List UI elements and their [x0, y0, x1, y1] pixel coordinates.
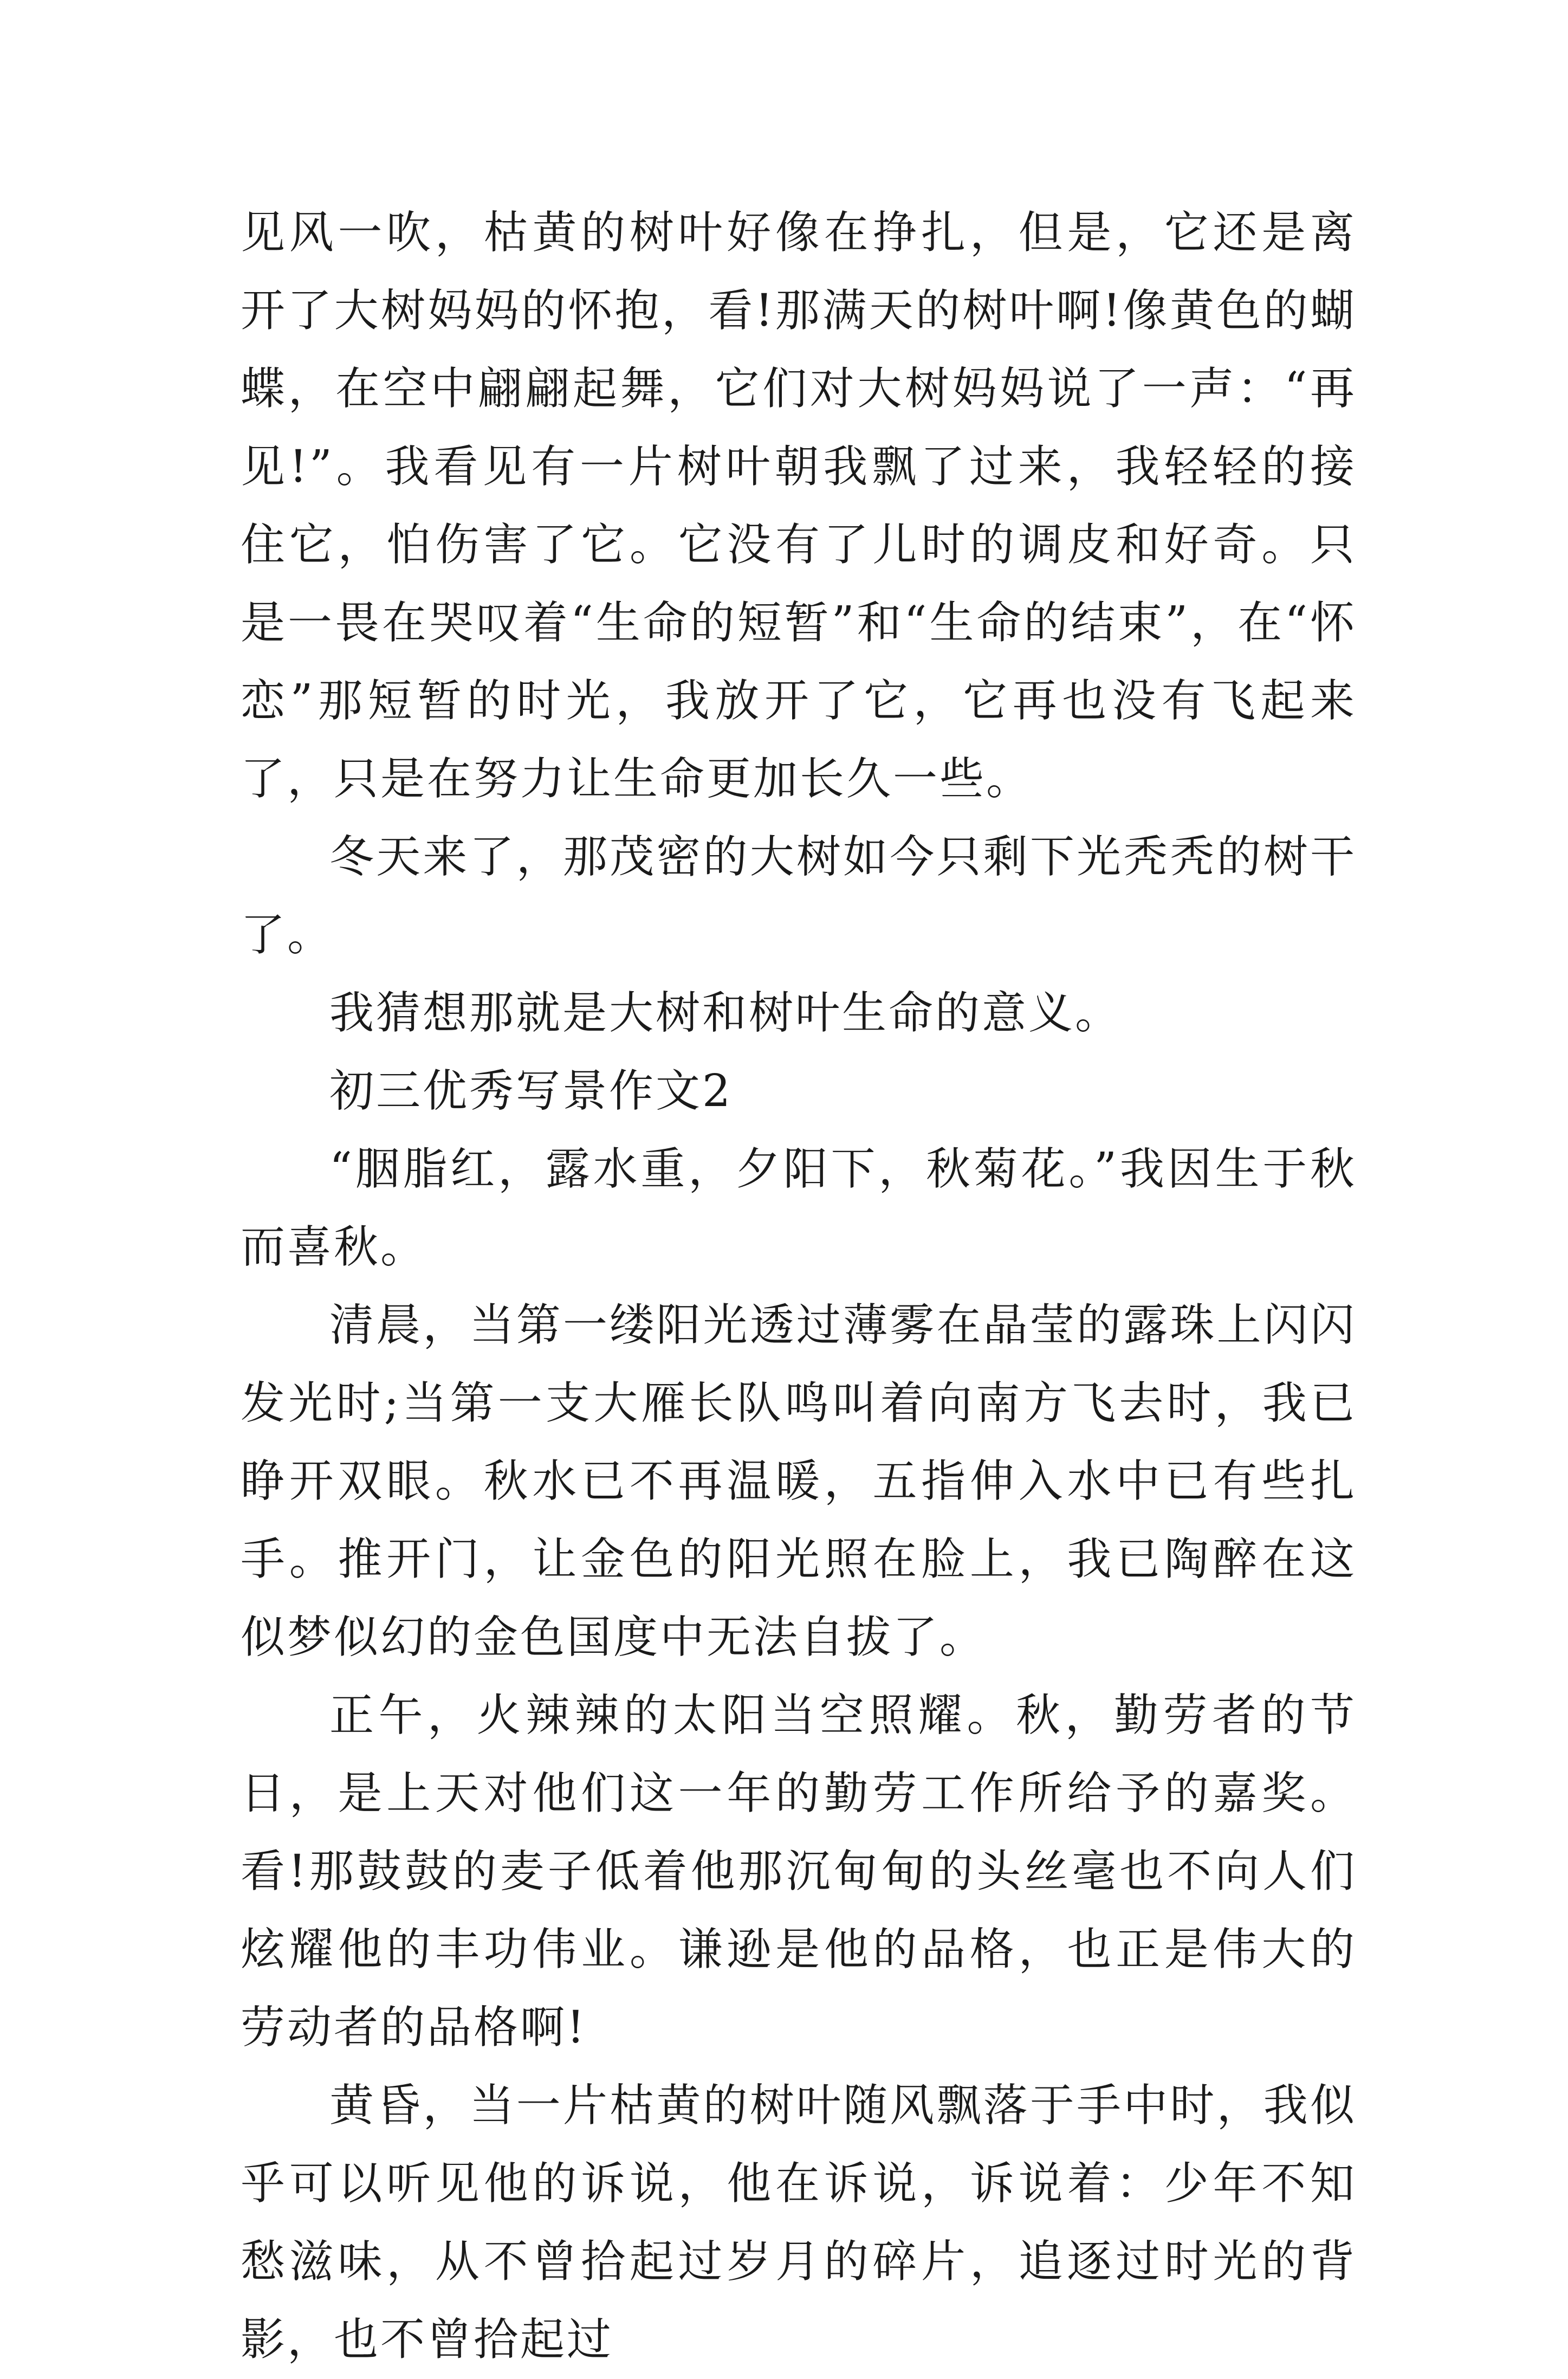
essay-title-2: 初三优秀写景作文2 — [329, 1065, 733, 1117]
paragraph-winter-came: 冬天来了，那茂密的大树如今只剩下光秃秃的树干了。 — [241, 831, 1357, 961]
paragraph-dusk: 黄昏，当一片枯黄的树叶随风飘落于手中时，我似乎可以听见他的诉说，他在诉说，诉说着：少年不知愁滋味，从不曾拾起过岁月的碎片，追逐过时光的背影，也不曾拾起过 — [241, 2080, 1357, 2365]
paragraph-leaves-farewell: 见风一吹，枯黄的树叶好像在挣扎，但是，它还是离开了大树妈妈的怀抱，看!那满天的树叶啊!像黄色的蝴蝶，在空中翩翩起舞，它们对大树妈妈说了一声：“再见!”。我看见有一片树叶朝我飘了过来，我轻轻的接住它，怕伤害了它。它没有了儿时的调皮和好奇。只是一畏在哭叹着“生命的短暂”和“生命的结束”，在“怀恋”那短暂的时光，我放开了它，它再也没有飞起来了，只是在努力让生命更加长久一些。 — [241, 207, 1357, 805]
paragraph-morning: 清晨，当第一缕阳光透过薄雾在晶莹的露珠上闪闪发光时;当第一支大雁长队鸣叫着向南方飞去时，我已睁开双眼。秋水已不再温暖，五指伸入水中已有些扎手。推开门，让金色的阳光照在脸上，我已陶醉在这似梦似幻的金色国度中无法自拔了。 — [241, 1300, 1357, 1663]
body-text — [241, 194, 1357, 2379]
paragraph-rouge-red: “胭脂红，露水重，夕阳下，秋菊花。”我因生于秋而喜秋。 — [241, 1143, 1357, 1273]
paragraph-meaning-of-life: 我猜想那就是大树和树叶生命的意义。 — [329, 987, 1122, 1039]
paragraph-noon: 正午，火辣辣的太阳当空照耀。秋，勤劳者的节日，是上天对他们这一年的勤劳工作所给予的嘉奖。看!那鼓鼓的麦子低着他那沉甸甸的头丝毫也不向人们炫耀他的丰功伟业。谦逊是他的品格，也正是伟大的劳动者的品格啊! — [241, 1690, 1357, 2053]
